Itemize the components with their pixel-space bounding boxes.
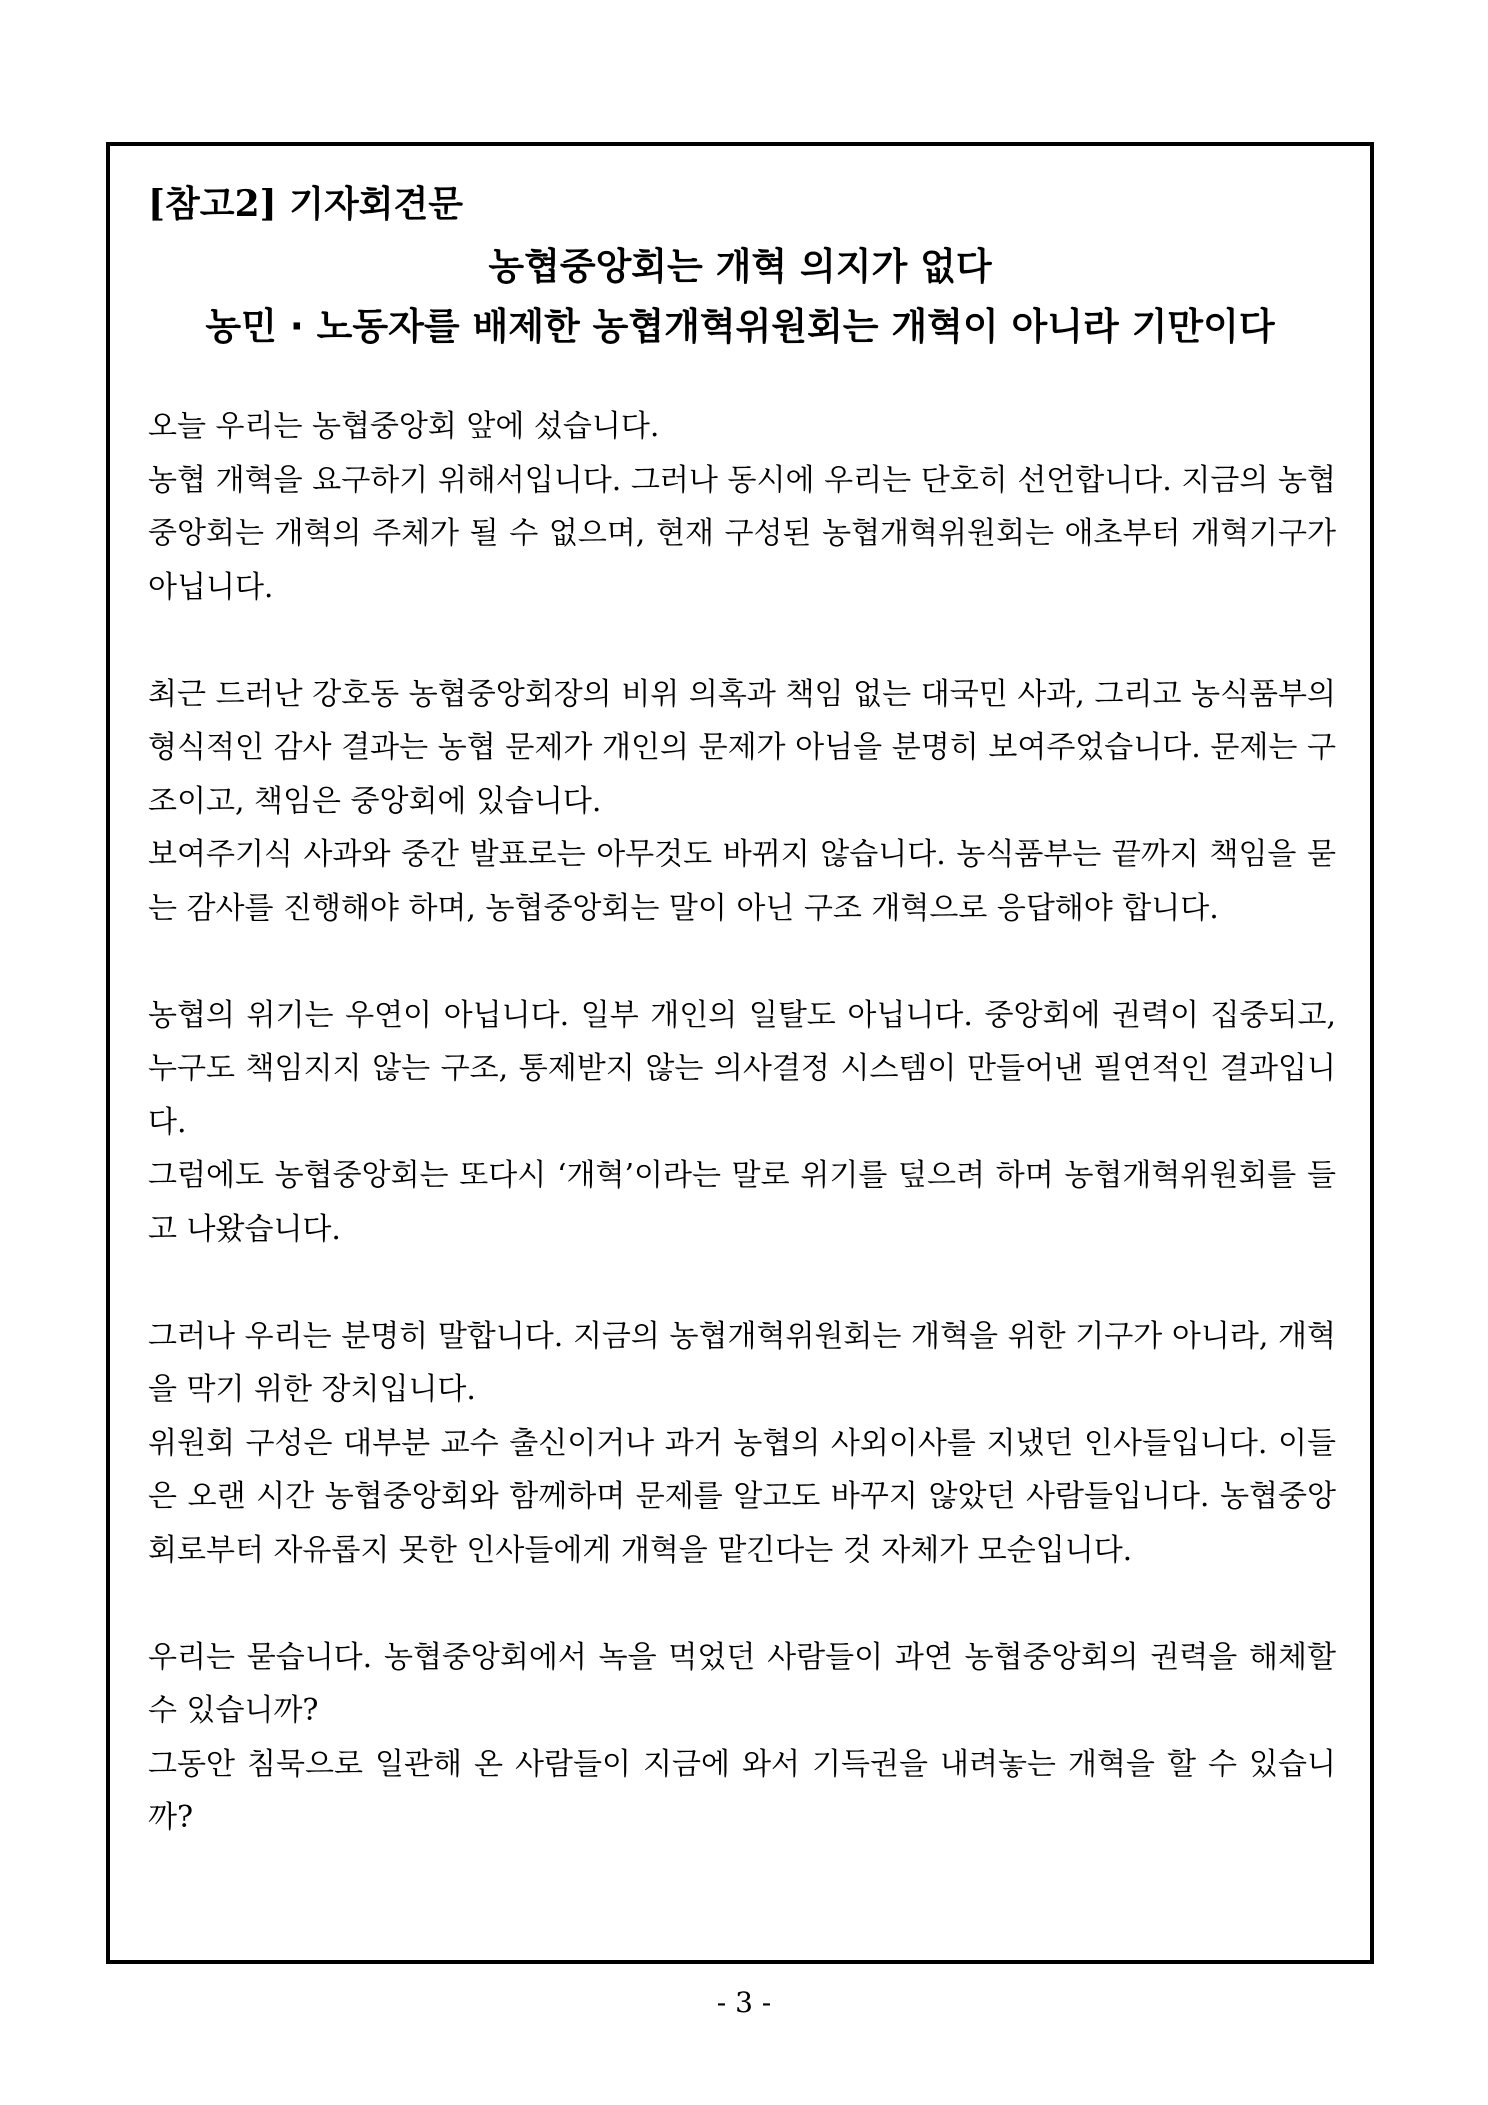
page-number: - 3 -	[716, 1986, 772, 2019]
paragraph: 농협 개혁을 요구하기 위해서입니다. 그러나 동시에 우리는 단호히 선언합니다. 지금의 농협중앙회는 개혁의 주체가 될 수 없으며, 현재 구성된 농협개혁위원회는 애초부터 개혁기구가 아닙니다.	[148, 462, 1336, 605]
paragraph: 그럼에도 농협중앙회는 또다시 ‘개혁’이라는 말로 위기를 덮으려 하며 농협개혁위원회를 들고 나왔습니다.	[148, 1158, 1336, 1247]
paragraph: 위원회 구성은 대부분 교수 출신이거나 과거 농협의 사외이사를 지냈던 인사들입니다. 이들은 오랜 시간 농협중앙회와 함께하며 문제를 알고도 바꾸지 않았던 사람들입니다. 농협중앙회로부터 자유롭지 못한 인사들에게 개혁을 맡긴다는 것 자체가 모순입니다.	[148, 1425, 1336, 1568]
paragraph: 농협의 위기는 우연이 아닙니다. 일부 개인의 일탈도 아닙니다. 중앙회에 권력이 집중되고, 누구도 책임지지 않는 구조, 통제받지 않는 의사결정 시스템이 만들어낸 필연적인 결과입니다.	[148, 997, 1336, 1140]
paragraph: 오늘 우리는 농협중앙회 앞에 섰습니다.	[148, 409, 660, 444]
main-title: 농협중앙회는 개혁 의지가 없다	[488, 245, 992, 288]
reference-label: [참고2] 기자회견문	[148, 183, 464, 225]
sub-title: 농민 · 노동자를 배제한 농협개혁위원회는 개혁이 아니라 기만이다	[205, 305, 1275, 348]
paragraph: 그러나 우리는 분명히 말합니다. 지금의 농협개혁위원회는 개혁을 위한 기구가 아니라, 개혁을 막기 위한 장치입니다.	[148, 1318, 1336, 1407]
statement-body	[148, 400, 1336, 1845]
paragraph: 최근 드러난 강호동 농협중앙회장의 비위 의혹과 책임 없는 대국민 사과, 그리고 농식품부의 형식적인 감사 결과는 농협 문제가 개인의 문제가 아님을 분명히 보여주었습니다. 문제는 구조이고, 책임은 중앙회에 있습니다.	[148, 676, 1336, 819]
paragraph: 그동안 침묵으로 일관해 온 사람들이 지금에 와서 기득권을 내려놓는 개혁을 할 수 있습니까?	[148, 1746, 1336, 1835]
paragraph: 우리는 묻습니다. 농협중앙회에서 녹을 먹었던 사람들이 과연 농협중앙회의 권력을 해체할 수 있습니까?	[148, 1639, 1336, 1728]
document-box	[106, 142, 1374, 1964]
paragraph: 보여주기식 사과와 중간 발표로는 아무것도 바뀌지 않습니다. 농식품부는 끝까지 책임을 묻는 감사를 진행해야 하며, 농협중앙회는 말이 아닌 구조 개혁으로 응답해야 합니다.	[148, 837, 1336, 926]
